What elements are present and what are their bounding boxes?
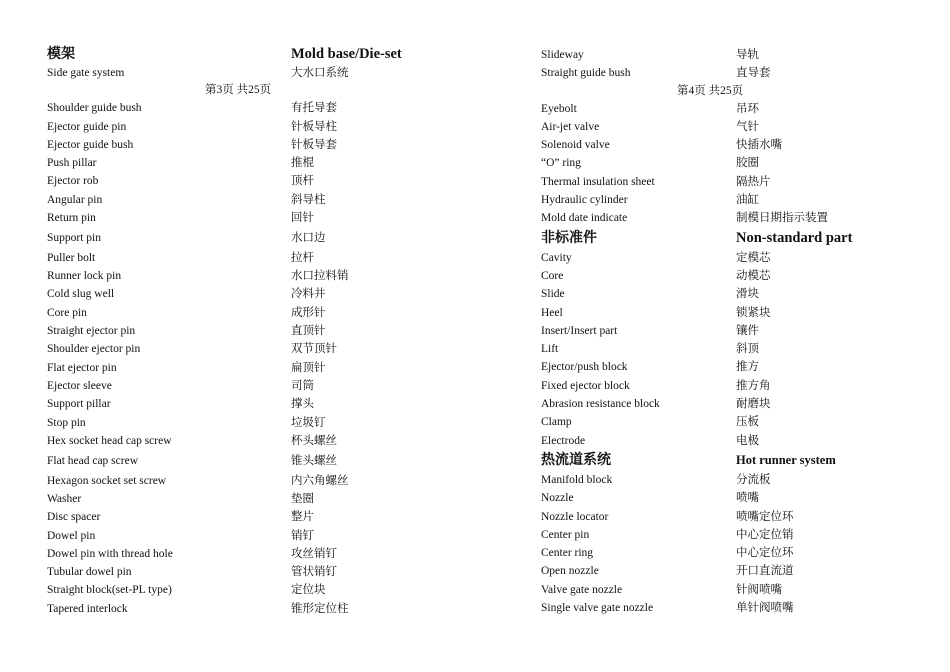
term-row [541,471,901,489]
term-en: Disc spacer [47,511,101,524]
term-zh: 管状销钉 [291,566,337,579]
term-zh: 电极 [736,434,759,447]
term-row [47,545,467,563]
term-zh: 内六角螺丝 [291,474,349,487]
term-row [47,118,467,136]
term-row [541,64,901,82]
term-en: Insert/Insert part [541,324,618,337]
term-row [541,508,901,526]
term-row [47,227,467,249]
term-row [47,472,467,490]
term-en: Ejector guide pin [47,120,127,133]
heading-zh: 模架 [47,46,75,62]
term-zh: 中心定位销 [736,528,794,541]
term-row [541,100,901,118]
term-row [541,599,901,617]
term-en: Flat ejector pin [47,361,117,374]
term-row [47,209,467,227]
term-row [47,490,467,508]
term-zh: 耐磨块 [736,398,771,411]
term-row [541,173,901,191]
term-zh: 定位块 [291,584,326,597]
heading-zh: 热流道系统 [541,451,611,468]
term-en: Dowel pin [47,529,96,542]
term-row [541,136,901,154]
term-row [47,527,467,545]
term-zh: 杯头螺丝 [291,434,337,447]
term-en: Runner lock pin [47,270,122,283]
term-en: Mold date indicate [541,212,628,225]
term-zh: 整片 [291,511,314,524]
term-zh: 扁顶针 [291,361,326,374]
term-zh: 导轨 [736,49,759,61]
term-row [541,526,901,544]
term-zh: 针板导柱 [291,120,337,133]
term-row [47,191,467,209]
term-zh: 锥头螺丝 [291,455,337,468]
term-zh: 直导套 [736,67,771,80]
term-en: Tapered interlock [47,602,128,615]
term-en: Air-jet valve [541,120,600,133]
term-zh: 司筒 [291,379,314,392]
left-column [47,44,467,618]
term-zh: 攻丝销钉 [291,547,337,560]
section-heading [541,450,901,471]
term-row [541,340,901,358]
term-zh: 直顶针 [291,325,326,338]
term-row [541,562,901,580]
term-row [47,563,467,581]
page-number-left [47,82,467,99]
section-heading-mold-base [47,44,467,64]
term-row [541,395,901,413]
term-zh: 水口拉料销 [291,270,349,283]
section-heading [541,228,901,249]
heading-en: Non-standard part [736,229,853,246]
term-en: Fixed ejector block [541,379,630,392]
left-top-rows [47,64,467,82]
term-row [541,432,901,450]
term-zh: 垫圈 [291,492,314,505]
term-row [47,359,467,377]
term-en: Open nozzle [541,565,599,578]
term-en: Flat head cap screw [47,455,139,468]
term-row [47,64,467,82]
term-zh: 斜导柱 [291,193,326,206]
term-en: Shoulder ejector pin [47,343,141,356]
term-zh: 针板导套 [291,138,337,151]
term-en: Thermal insulation sheet [541,175,655,188]
heading-zh: 非标准件 [541,229,597,246]
term-row [47,99,467,117]
term-row [47,377,467,395]
term-row [541,581,901,599]
term-en: Slideway [541,49,584,61]
term-en: Ejector/push block [541,361,628,374]
right-top-rows [541,46,901,83]
term-en: Slide [541,288,565,301]
term-zh: 回针 [291,212,314,225]
term-zh: 滑块 [736,288,759,301]
right-column [541,44,901,617]
term-en: Ejector rob [47,175,99,188]
term-zh: 销钉 [291,529,314,542]
term-row [541,413,901,431]
term-row [47,581,467,599]
term-en: Support pin [47,232,101,245]
term-en: Tubular dowel pin [47,566,132,579]
term-zh: 中心定位环 [736,547,794,560]
term-zh: 分流板 [736,473,771,486]
term-row [47,340,467,358]
term-row [47,450,467,472]
term-en: Hex socket head cap screw [47,434,172,447]
term-zh: 成形针 [291,306,326,319]
term-en: Return pin [47,212,96,225]
term-row [541,46,901,64]
term-en: Solenoid valve [541,139,610,152]
page-number-right [541,83,901,100]
term-en: Push pillar [47,157,97,170]
term-zh: 锥形定位柱 [291,602,349,615]
term-en: Clamp [541,416,572,429]
term-en: Cavity [541,251,572,264]
heading-en: Mold base/Die-set [291,46,402,62]
term-zh: 镶件 [736,324,759,337]
term-zh: 斜顶 [736,343,759,356]
term-en: Ejector guide bush [47,138,134,151]
term-row [541,322,901,340]
term-en: Nozzle locator [541,510,609,523]
term-row [47,249,467,267]
term-row [541,285,901,303]
term-zh: 快插水嘴 [736,139,782,152]
term-zh: 垃圾钉 [291,416,326,429]
page-label: 第3页 共25页 [205,84,272,97]
left-term-list [47,99,467,618]
term-en: Single valve gate nozzle [541,602,654,615]
term-en: Lift [541,343,559,356]
term-zh: 拉杆 [291,251,314,264]
term-en: Side gate system [47,67,125,79]
term-row [541,377,901,395]
term-en: Straight ejector pin [47,325,136,338]
term-row [47,414,467,432]
term-zh: 水口边 [291,232,326,245]
term-en: Ejector sleeve [47,379,112,392]
term-row [47,600,467,618]
term-zh: 喷嘴定位环 [736,510,794,523]
term-en: Support pillar [47,398,111,411]
term-zh: 动模芯 [736,269,771,282]
term-zh: 针阀喷嘴 [736,583,782,596]
term-row [47,508,467,526]
term-en: Dowel pin with thread hole [47,547,173,560]
term-zh: 有托导套 [291,102,337,115]
term-en: Straight block(set-PL type) [47,584,172,597]
term-row [47,154,467,172]
term-en: Straight guide bush [541,67,631,80]
term-en: Eyebolt [541,102,577,115]
term-en: Electrode [541,434,586,447]
term-en: Nozzle [541,492,574,505]
term-en: “O” ring [541,157,581,170]
term-zh: 吊环 [736,102,759,115]
term-en: Center ring [541,547,594,560]
term-row [47,395,467,413]
term-en: Puller bolt [47,251,96,264]
term-zh: 双节顶针 [291,343,337,356]
term-en: Washer [47,492,82,505]
term-en: Manifold block [541,473,613,486]
term-en: Center pin [541,528,590,541]
term-en: Shoulder guide bush [47,102,142,115]
term-en: Stop pin [47,416,86,429]
term-zh: 推方 [736,361,759,374]
term-zh: 开口直流道 [736,565,794,578]
term-en: Core [541,269,564,282]
term-zh: 推方角 [736,379,771,392]
heading-en: Hot runner system [736,452,836,467]
term-zh: 锁紧块 [736,306,771,319]
term-zh: 顶杆 [291,175,314,188]
term-row [47,322,467,340]
term-zh: 胶圈 [736,157,759,170]
term-zh: 制模日期指示装置 [736,212,828,225]
term-en: Hydraulic cylinder [541,194,628,207]
term-en: Cold slug well [47,288,115,301]
term-en: Angular pin [47,193,103,206]
term-en: Core pin [47,306,87,319]
term-row [541,304,901,322]
page-label: 第4页 共25页 [677,84,744,97]
term-row [541,544,901,562]
term-row [47,267,467,285]
term-row [541,118,901,136]
right-term-list [541,100,901,618]
term-row [47,285,467,303]
term-row [541,358,901,376]
term-zh: 大水口系统 [291,67,349,79]
term-row [47,304,467,322]
term-en: Abrasion resistance block [541,398,660,411]
term-zh: 气针 [736,120,759,133]
term-row [47,136,467,154]
term-zh: 推棍 [291,157,314,170]
term-zh: 单针阀喷嘴 [736,602,794,615]
term-zh: 喷嘴 [736,492,759,505]
term-row [541,489,901,507]
term-row [47,172,467,190]
term-zh: 定模芯 [736,251,771,264]
term-en: Hexagon socket set screw [47,474,167,487]
term-zh: 隔热片 [736,175,771,188]
term-row [541,249,901,267]
term-en: Heel [541,306,563,319]
term-row [541,154,901,172]
term-row [541,267,901,285]
term-zh: 油缸 [736,194,759,207]
term-row [47,432,467,450]
term-zh: 撑头 [291,398,314,411]
term-row [541,209,901,227]
term-zh: 压板 [736,416,759,429]
term-zh: 冷料井 [291,288,326,301]
term-row [541,191,901,209]
term-en: Valve gate nozzle [541,583,623,596]
